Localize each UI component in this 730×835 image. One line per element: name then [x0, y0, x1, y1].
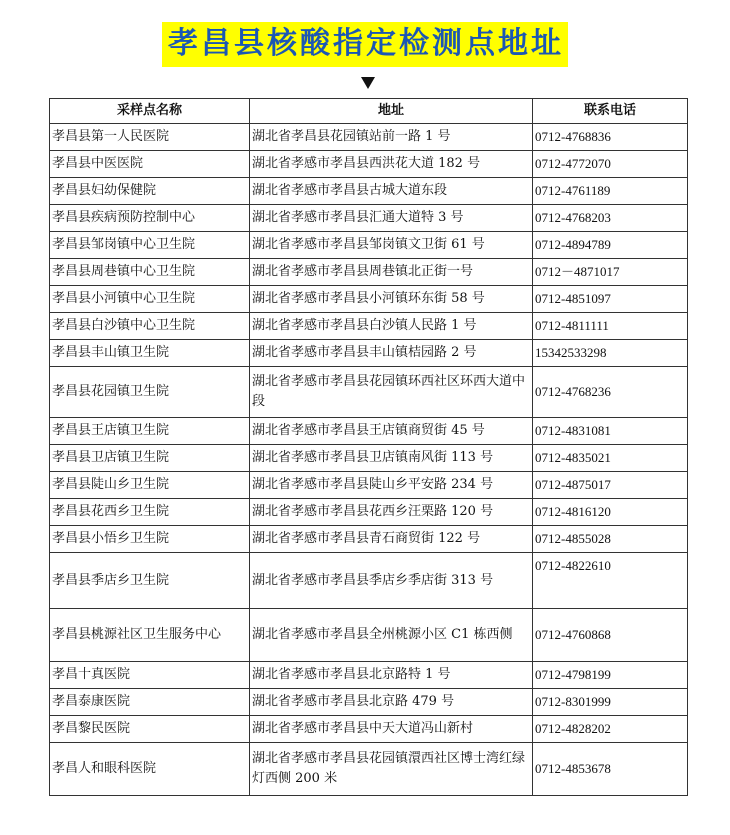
site-name: 孝昌县王店镇卫生院 — [50, 418, 250, 445]
table-row — [50, 716, 688, 743]
site-address: 湖北省孝感市孝昌县汇通大道特 3 号 — [250, 205, 533, 232]
site-name: 孝昌县卫店镇卫生院 — [50, 445, 250, 472]
site-name: 孝昌县花西乡卫生院 — [50, 499, 250, 526]
site-name: 孝昌县季店乡卫生院 — [50, 553, 250, 609]
header-address: 地址 — [250, 99, 533, 124]
table-row — [50, 124, 688, 151]
site-phone: 0712-4894789 — [533, 232, 688, 259]
site-phone: 0712-4760868 — [533, 609, 688, 662]
site-phone: 0712-4853678 — [533, 743, 688, 796]
table-row — [50, 151, 688, 178]
site-phone: 0712-4831081 — [533, 418, 688, 445]
table-row — [50, 313, 688, 340]
site-address: 湖北省孝感市孝昌县北京路 479 号 — [250, 689, 533, 716]
site-phone: 0712-4822610 — [533, 553, 688, 609]
site-address: 湖北省孝感市孝昌县青石商贸街 122 号 — [250, 526, 533, 553]
site-address: 湖北省孝感市孝昌县北京路特 1 号 — [250, 662, 533, 689]
table-row — [50, 178, 688, 205]
title-wrap — [0, 22, 730, 67]
site-phone: 0712－4871017 — [533, 259, 688, 286]
site-phone: 0712-4761189 — [533, 178, 688, 205]
table-row — [50, 259, 688, 286]
site-address: 湖北省孝感市孝昌县季店乡季店街 313 号 — [250, 553, 533, 609]
site-phone: 0712-4798199 — [533, 662, 688, 689]
testing-sites-table — [49, 98, 688, 796]
site-phone: 0712-4768836 — [533, 124, 688, 151]
site-phone: 0712-4816120 — [533, 499, 688, 526]
site-name: 孝昌县疾病预防控制中心 — [50, 205, 250, 232]
site-address: 湖北省孝感市孝昌县全州桃源小区 C1 栋西侧 — [250, 609, 533, 662]
site-name: 孝昌县妇幼保健院 — [50, 178, 250, 205]
site-name: 孝昌县中医医院 — [50, 151, 250, 178]
table-row — [50, 609, 688, 662]
site-phone: 0712-4828202 — [533, 716, 688, 743]
site-address: 湖北省孝感市孝昌县王店镇商贸街 45 号 — [250, 418, 533, 445]
table-row — [50, 499, 688, 526]
table-row — [50, 367, 688, 418]
site-address: 湖北省孝感市孝昌县西洪花大道 182 号 — [250, 151, 533, 178]
site-address: 湖北省孝感市孝昌县小河镇环东街 58 号 — [250, 286, 533, 313]
site-address: 湖北省孝感市孝昌县丰山镇桔园路 2 号 — [250, 340, 533, 367]
site-phone: 0712-4875017 — [533, 472, 688, 499]
site-phone: 0712-4768203 — [533, 205, 688, 232]
site-name: 孝昌县第一人民医院 — [50, 124, 250, 151]
site-name: 孝昌黎民医院 — [50, 716, 250, 743]
site-name: 孝昌泰康医院 — [50, 689, 250, 716]
site-phone: 0712-4811111 — [533, 313, 688, 340]
site-name: 孝昌县花园镇卫生院 — [50, 367, 250, 418]
site-name: 孝昌县小河镇中心卫生院 — [50, 286, 250, 313]
table-row — [50, 472, 688, 499]
table-header-row — [50, 99, 688, 124]
site-phone: 0712-4768236 — [533, 367, 688, 418]
site-name: 孝昌县白沙镇中心卫生院 — [50, 313, 250, 340]
site-phone: 0712-4855028 — [533, 526, 688, 553]
table-row — [50, 743, 688, 796]
site-name: 孝昌十真医院 — [50, 662, 250, 689]
table-row — [50, 445, 688, 472]
site-address: 湖北省孝感市孝昌县古城大道东段 — [250, 178, 533, 205]
site-name: 孝昌县周巷镇中心卫生院 — [50, 259, 250, 286]
table-row — [50, 418, 688, 445]
site-address: 湖北省孝感市孝昌县花园镇澴西社区博士湾红绿灯西侧 200 米 — [250, 743, 533, 796]
table-row — [50, 526, 688, 553]
table-row — [50, 689, 688, 716]
site-name: 孝昌县小悟乡卫生院 — [50, 526, 250, 553]
site-phone: 0712-4851097 — [533, 286, 688, 313]
site-address: 湖北省孝感市孝昌县周巷镇北正街一号 — [250, 259, 533, 286]
site-name: 孝昌县桃源社区卫生服务中心 — [50, 609, 250, 662]
site-address: 湖北省孝感市孝昌县白沙镇人民路 1 号 — [250, 313, 533, 340]
site-phone: 0712-4835021 — [533, 445, 688, 472]
site-name: 孝昌县丰山镇卫生院 — [50, 340, 250, 367]
table-row — [50, 205, 688, 232]
site-address: 湖北省孝感市孝昌县花西乡汪栗路 120 号 — [250, 499, 533, 526]
site-name: 孝昌县邹岗镇中心卫生院 — [50, 232, 250, 259]
site-phone: 0712-4772070 — [533, 151, 688, 178]
site-address: 湖北省孝感市孝昌县卫店镇南风街 113 号 — [250, 445, 533, 472]
site-name: 孝昌县陡山乡卫生院 — [50, 472, 250, 499]
site-phone: 0712-8301999 — [533, 689, 688, 716]
site-address: 湖北省孝感市孝昌县邹岗镇文卫街 61 号 — [250, 232, 533, 259]
page-title: 孝昌县核酸指定检测点地址 — [162, 22, 568, 67]
header-name: 采样点名称 — [50, 99, 250, 124]
table-row — [50, 553, 688, 609]
site-phone: 15342533298 — [533, 340, 688, 367]
site-address: 湖北省孝感市孝昌县陡山乡平安路 234 号 — [250, 472, 533, 499]
site-address: 湖北省孝感市孝昌县中天大道冯山新村 — [250, 716, 533, 743]
table-row — [50, 232, 688, 259]
site-address: 湖北省孝感市孝昌县花园镇环西社区环西大道中段 — [250, 367, 533, 418]
site-name: 孝昌人和眼科医院 — [50, 743, 250, 796]
table-row — [50, 286, 688, 313]
table-row — [50, 662, 688, 689]
table-row — [50, 340, 688, 367]
site-address: 湖北省孝昌县花园镇站前一路 1 号 — [250, 124, 533, 151]
header-phone: 联系电话 — [533, 99, 688, 124]
down-arrow-icon — [361, 77, 375, 89]
